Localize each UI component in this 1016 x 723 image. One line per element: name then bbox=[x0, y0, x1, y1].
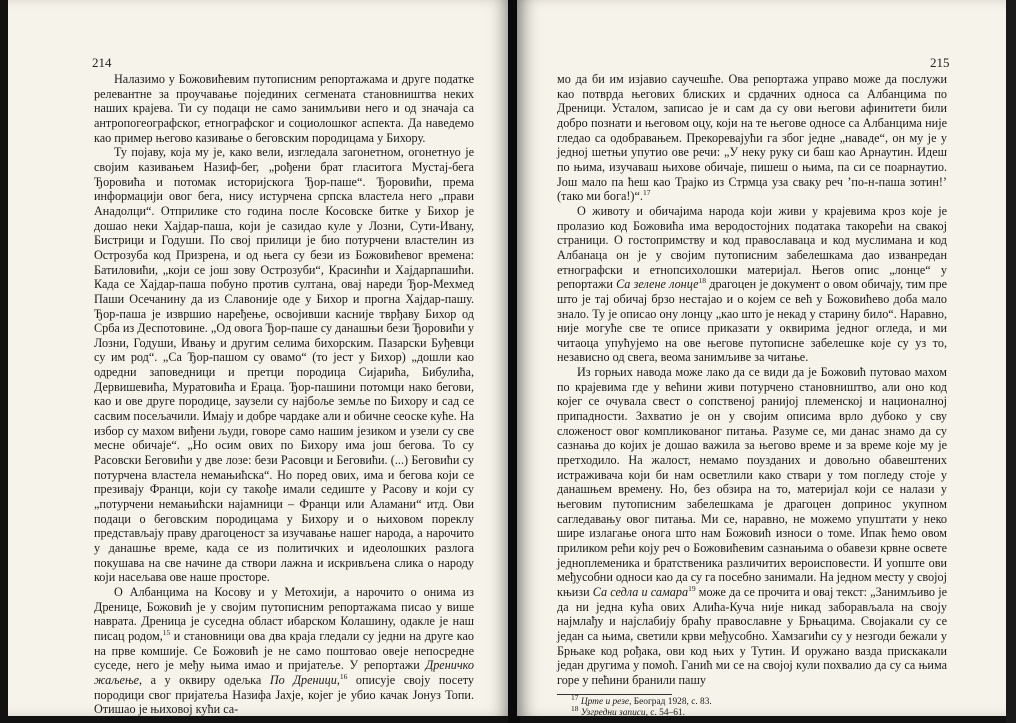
footnote-ref: 18 bbox=[698, 276, 707, 286]
text-run: О животу и обичајима народа који живи у крајевима кроз које је пролазио код Божовића има веродостојних података такорећи на свакој страници. О гостопримству и код православаца и код муслимана и код Албанаца он је у својим путописним забелешкама дао изванредан етнографски и етнопсихолошки материјал. Његов опис „лонце“ у репортажи bbox=[557, 203, 947, 292]
italic-title: Дреничко жаљење bbox=[94, 658, 474, 687]
text-run: , а у оквиру одељка bbox=[139, 672, 270, 687]
book-edge bbox=[1006, 0, 1016, 723]
footnote bbox=[557, 692, 947, 708]
footnote bbox=[557, 703, 947, 716]
footnote-ref: 17 bbox=[642, 188, 651, 198]
text-run: описује своју посету породици свог пријатеља Назифа Јахје, којег је убио качак Јонуз Топи. Отишао је њиховој кући са- bbox=[94, 672, 475, 716]
text-run: може да се прочита и овај текст: „Занимљиво је да ни једна кућа ових Алића-Куча није никад заборављала на своју најмлађу и најслабију браћу православне у Брњацима. Својакали су се један са њима, светили крви међусобно. Хамзагићи су у незгоди бежали у Брњаке код рођака, ови код њих у Тутин. И оружано вазда прискакали један другима у помоћ. Ганић ми се на својој кули похвалио да су са њима горе у пећини бранили пашу bbox=[557, 584, 947, 687]
footnote-ref: 16 bbox=[339, 671, 348, 681]
paragraph: Налазимо у Божовићевим путописним репортажама и друге податке релевантне за проучавање појединих сегмената становништва неких наших крајева. Ти су подаци не само занимљиви него и од значаја са антропогеографског, етнографског и социолошког аспекта. Да наведемо као пример његово казивање о беговским породицама у Бихору. bbox=[94, 72, 474, 145]
footnote-ref: 15 bbox=[162, 627, 171, 637]
text-run: мо да би им изјавио саучешће. Ова репортажа управо може да послужи као потврда његових блиских и срдачних односа са Албанцима по Дреници. Усталом, записао је и сам да су ови његови афинитети били добро познати и његовом оцу, који на те његове односе са Албанцима није гледао са одобравањем. Прекоревајући га због једне „наваде“, он му је у једној шетњи упутио ове речи: „У неку руку си баш као Арнаутин. Идеш по њима, изучаваш њихове обичаје, пишеш о њима, па си се поарнаутио. Још мало па ћеш као Трајко из Стрмца уза сваку реч ’по-н-паша зотин!’ (тако ми бога!)“. bbox=[557, 72, 947, 204]
page-number-right: 215 bbox=[930, 55, 950, 70]
paragraph bbox=[94, 585, 474, 716]
italic-title: Са седла и самара bbox=[592, 584, 689, 599]
footnote-number bbox=[571, 715, 579, 716]
text-run: , bbox=[336, 672, 340, 687]
page-number-left: 214 bbox=[92, 55, 112, 70]
right-page bbox=[517, 0, 1007, 716]
left-body bbox=[94, 72, 474, 716]
text-run: О Албанцима на Косову и у Метохији, а нарочито о онима из Дренице, Божовић је у својим путописним репортажама писао у више наврата. Дреница је суседна област ибарском Колашину, одакле је наш писац родом, bbox=[94, 584, 474, 643]
italic-title: Са зелене лонце bbox=[616, 277, 699, 292]
right-body bbox=[557, 72, 947, 716]
text-run: Из горњих навода може лако да се види да је Божовић путовао махом по крајевима где у већини живи потурчено становништво, али оно код којег се очувала свест о сопственој ранијој племенској и националној припадности. Захватио је он у својим описима врло дубоко у сву сложеност овог компликованог питања. Разуме се, ми данас знамо да су сазнања до којих је дошао важила за његово време и за време које му је претходило. На жалост, немамо поузданих и довољно обавештених истраживача који би нам осветлили како ствари у том погледу стоје у данашњем времену. Но, без обзира на то, материјал који се налази у његовим путописним забелешкама је драгоцен допринос укупном сагледавању овог питања. Ми се, наравно, не можемо упуштати у неко шире излагање онога што нам Божовић износи о томе. Ипак ћемо овом приликом рећи коју реч о Божовићевим сазнањима о обавези крвне освете једноплеменика и братственика различитих вероисповести. И уопште ови међусобни односи као да су га посебно занимали. На једном месту у својој књизи bbox=[557, 365, 947, 599]
footnote-text: , Београд 1928, с. 83. bbox=[629, 696, 712, 707]
footnote-title: Црте и резе bbox=[580, 696, 630, 707]
footnote-number: 17 bbox=[571, 692, 579, 702]
paragraph bbox=[557, 72, 947, 204]
text-run: драгоцен је документ о овом обичају, тим пре што је тај обичај брзо нестајао и о којем се већ у Божовићево доба мало знало. Ту је описао ону лонцу „као што је некад у старину било“. Наравно, није могуће све те описе приказати у оквирима једног огледа, и ми читаоца упућујемо на ове његове путописне забелешке које су уз то, независно од свега, веома занимљиве за читање. bbox=[557, 277, 947, 365]
left-page bbox=[8, 0, 511, 716]
paragraph bbox=[557, 204, 947, 365]
paragraph: Ту појаву, која му је, како вели, изгледала загонетном, огонетнуо је својим казивањем Назиф-бег, „рођени брат гласитога Мустај-бега Ђоровића и потомак историјскога Ђор-паше“. Ђоровићи, према информацији овог бега, нису истурчена српска властела него „прави Анадолци“. Отприлике сто година после Косовске битке у Бихор је дошао неки Хајдар-паша, који је сазидао куле у Лозни, Сути-Ивану, Бистрици и Годуши. По свој прилици је био потурчени властелин из Острозуба код Призрена, и од његa су бези из Божовићевог времена: Батиловићи, „који се још зову Острозуби“, Красинћи и Хајдарпашићи. Када се Хајдар-паша побуно против султана, овај нареди Ђор-Мехмед Паши Осечанину да из Славоније оде у Бихор и прогна Хајдар-пашу. Ђор-паша је извршио наређење, освојивши касније тврђаву Бихор од Срба из Деспотовине. „Од овога Ђор-паше су данашњи бези Ђоровићи у Лозни, Годуши, Ивању и другим селима бихорским. Пазарски Буђевци су им род“. „Са Ђор-пашом су овамо“ (то јест у Бихор) „дошли као одредни заповедници и претци породица Сијарића, Бибулића, Дервишевића, Муратовића и Ерацa. Ђор-пашини потомци нако бегови, као и ове друге породице, заузели су најбоље земље по Бихору и сад се сасвим посељачили. Имају и добре чардаке али и обичне сеоске куће. На избор су махом виђени људи, говоре само нашим језиком и узели су све месне обичаје“. „Но осим ових по Бихору има још бегова. То су Расовски Беговићи у две лозе: бези Расовци и Беговићи. (...) Беговићи су потурчена властела немањићска“. Но поред ових, има и бегова који се презивају Франци, који су такође имали седиште у Расову и који су „потурчени немањићски најамници – Франци или Аламани“ итд. Ови подаци о беговским породицама у Бихору и о њиховом пореклу представљају праву драгоценост за изучавање нашег народа, а нарочито у данашње време, када се из политичких и идеолошких разлога покушава на све начине да створи лажна и искривљена слика о народу који насељава ове наше просторе. bbox=[94, 145, 474, 585]
footnote-ref: 19 bbox=[688, 583, 696, 593]
paragraph bbox=[557, 365, 947, 687]
footnotes-right bbox=[557, 692, 947, 716]
text-run: и становници ова два краја гледали су једни на друге као на прве комшије. Се Божовић је не само поштовао овеје непосредне суседе, него је међу њима имао и пријатеље. У репортажи bbox=[94, 628, 474, 673]
footnote-text: , с. 54–61. bbox=[645, 707, 685, 716]
footnote-title: Узгредни записи bbox=[580, 707, 646, 716]
italic-title: По Дреници bbox=[269, 672, 337, 687]
footnote-number: 18 bbox=[571, 703, 579, 713]
